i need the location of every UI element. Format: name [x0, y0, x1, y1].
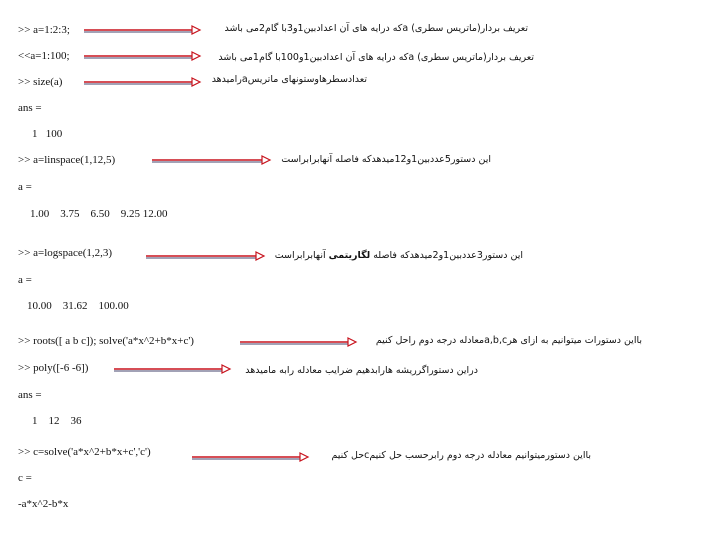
output-label: c =: [18, 472, 32, 484]
command-linspace: >> a=linspace(1,12,5): [18, 154, 116, 166]
command-poly: >> poly([-6 -6]): [18, 362, 89, 374]
arrow-icon: [84, 25, 200, 37]
output-label: a =: [18, 274, 32, 286]
note-emphasis: لگاریتمی: [328, 250, 371, 261]
output-value: 1 12 36: [32, 415, 82, 427]
note-solve-c: بااین دستورمیتوانیم معادله درجه دوم رابرحسب حل کنیمcحل کنیم: [331, 450, 591, 461]
note-roots-solve: بااین دستورات میتوانیم به ازای هرa,b,cمعادله درجه دوم راحل کنیم: [375, 335, 642, 346]
arrow-icon: [152, 155, 270, 167]
output-value: 1 100: [32, 128, 63, 140]
note-linspace: این دستور5عددبین1و12میدهدکه فاصله آنهابرابراست: [281, 154, 491, 165]
command-a-range-100: <<a=1:100;: [18, 50, 70, 62]
command-logspace: >> a=logspace(1,2,3): [18, 247, 113, 259]
output-value: 1.00 3.75 6.50 9.25 12.00: [30, 208, 168, 220]
note-poly: دراین دستوراگرریشه هارابدهیم ضرایب معادله رابه مامیدهد: [245, 365, 478, 376]
command-solve-c: >> c=solve('a*x^2+b*x+c','c'): [18, 446, 151, 458]
arrow-icon: [240, 337, 356, 349]
command-size: >> size(a): [18, 76, 63, 88]
command-a-range: >> a=1:2:3;: [18, 24, 70, 36]
arrow-icon: [146, 251, 264, 263]
output-value: 10.00 31.62 100.00: [27, 300, 129, 312]
output-label: ans =: [18, 102, 42, 114]
command-roots-solve: >> roots([ a b c]); solve('a*x^2+b*x+c'): [18, 335, 194, 347]
output-value: -a*x^2-b*x: [18, 498, 69, 510]
arrow-icon: [192, 452, 308, 464]
arrow-icon: [84, 77, 200, 89]
note-a-range: تعریف بردار(ماتریس سطری) aکه درایه های آن اعدادبین1و3با گام2می باشد: [224, 23, 528, 34]
arrow-icon: [114, 364, 230, 376]
output-label: ans =: [18, 389, 42, 401]
note-size: تعدادسطرهاوستونهای ماتریسaرامیدهد: [211, 74, 367, 85]
arrow-icon: [84, 51, 200, 63]
note-a-range-100: تعریف بردار(ماتریس سطری) aکه درایه های آن اعدادبین1و100با گام1می باشد: [218, 52, 534, 63]
output-label: a =: [18, 181, 32, 193]
note-logspace: این دستور3عددبین1و2میدهدکه فاصله لگاریتمی آنهابرابراست: [274, 250, 523, 261]
